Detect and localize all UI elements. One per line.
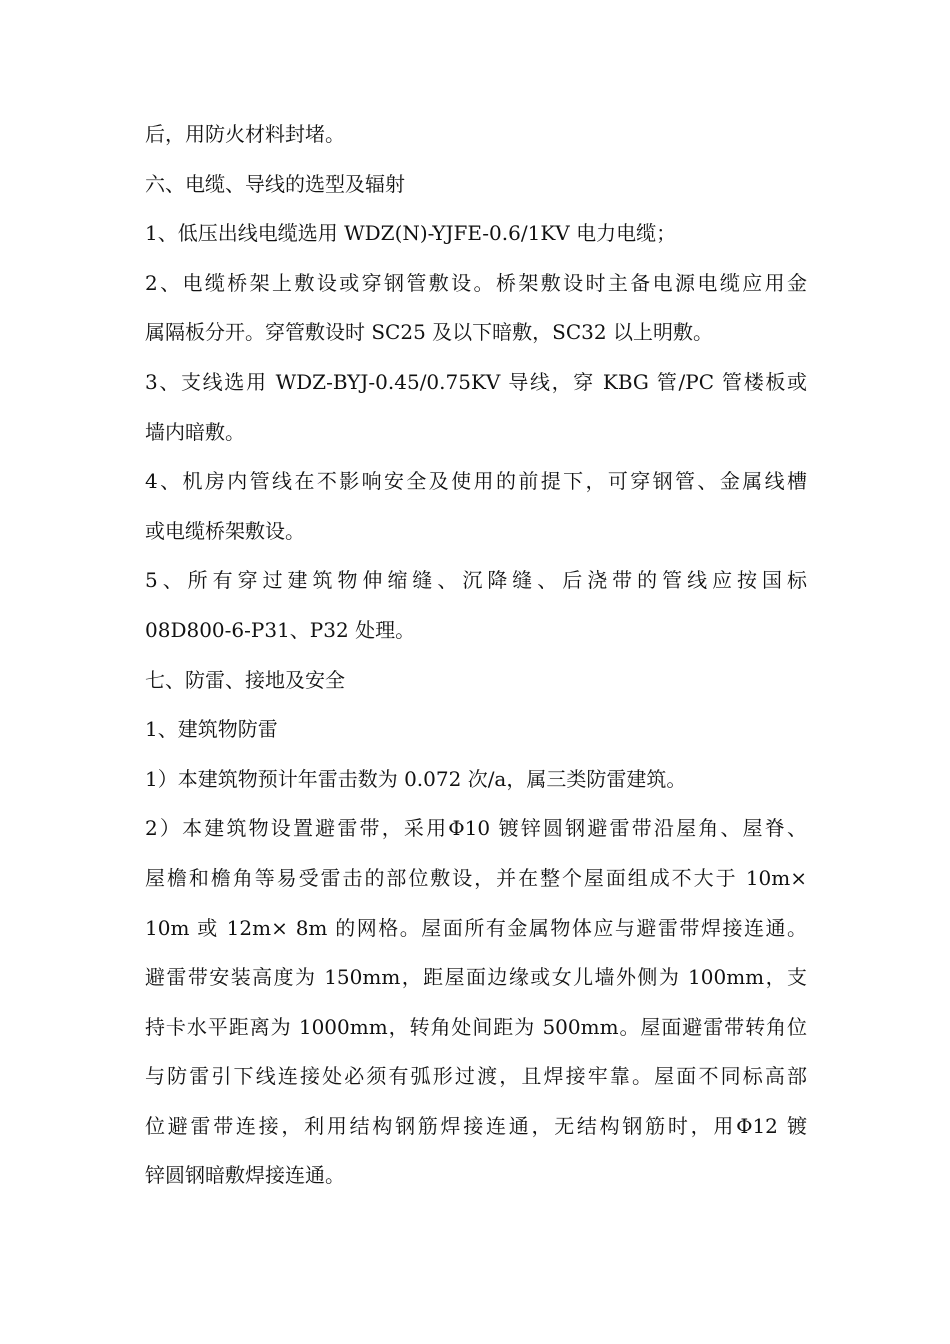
section-heading: 六、电缆、导线的选型及辐射 [145, 171, 405, 196]
text-line: 屋檐和檐角等易受雷击的部位敷设，并在整个屋面组成不大于 10m× [145, 865, 807, 890]
text-line: 1）本建筑物预计年雷击数为 0.072 次/a，属三类防雷建筑。 [145, 766, 687, 791]
subsection-heading: 1、建筑物防雷 [145, 717, 278, 742]
text-line: 1、低压出线电缆选用 WDZ(N)-YJFE-0.6/1KV 电力电缆； [145, 221, 677, 246]
text-line: 锌圆钢暗敷焊接连通。 [145, 1163, 345, 1188]
text-line: 2、电缆桥架上敷设或穿钢管敷设。桥架敷设时主备电源电缆应用金 [145, 270, 807, 295]
text-line: 墙内暗敷。 [145, 419, 245, 444]
text-line: 10m 或 12m× 8m 的网格。屋面所有金属物体应与避雷带焊接连通。 [145, 915, 807, 940]
text-line: 2）本建筑物设置避雷带，采用Φ10 镀锌圆钢避雷带沿屋角、屋脊、 [145, 816, 807, 841]
section-heading: 七、防雷、接地及安全 [145, 667, 345, 692]
text-line: 持卡水平距离为 1000mm，转角处间距为 500mm。屋面避雷带转角位 [145, 1014, 807, 1039]
text-line: 4、机房内管线在不影响安全及使用的前提下，可穿钢管、金属线槽 [145, 469, 807, 494]
text-line: 5、所有穿过建筑物伸缩缝、沉降缝、后浇带的管线应按国标 [145, 568, 807, 593]
text-line: 避雷带安装高度为 150mm，距屋面边缘或女儿墙外侧为 100mm，支 [145, 965, 807, 990]
text-line: 位避雷带连接，利用结构钢筋焊接连通，无结构钢筋时，用Φ12 镀 [145, 1113, 807, 1138]
text-line: 后，用防火材料封堵。 [145, 122, 345, 146]
text-line: 与防雷引下线连接处必须有弧形过渡，且焊接牢靠。屋面不同标高部 [145, 1064, 807, 1089]
text-line: 08D800-6-P31、P32 处理。 [145, 617, 416, 642]
text-line: 或电缆桥架敷设。 [145, 518, 305, 543]
text-line: 3、支线选用 WDZ-BYJ-0.45/0.75KV 导线，穿 KBG 管/PC 管楼板或 [145, 369, 807, 394]
document-body [145, 110, 807, 1201]
text-line: 属隔板分开。穿管敷设时 SC25 及以下暗敷，SC32 以上明敷。 [145, 320, 713, 345]
